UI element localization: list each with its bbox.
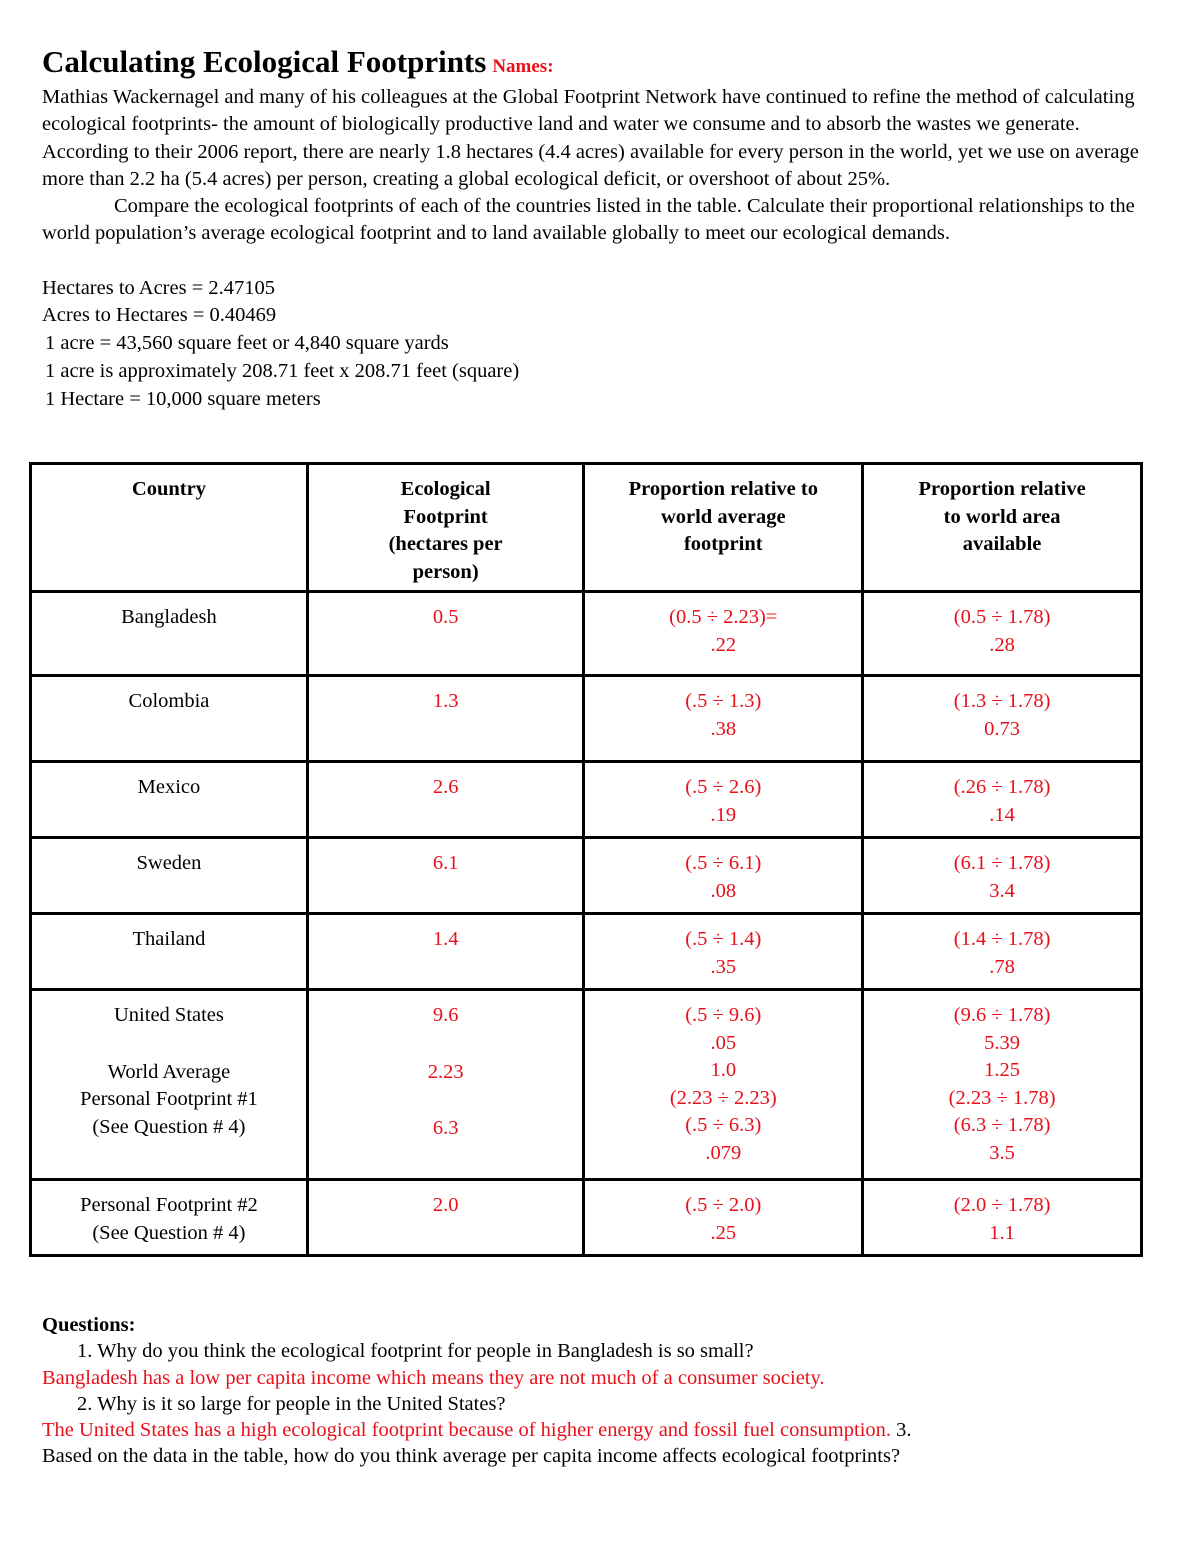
calc: (1.4 ÷ 1.78) xyxy=(953,928,1051,950)
cell-country: Mexico xyxy=(31,762,308,838)
footprint-table xyxy=(29,462,1143,1257)
calc: (.26 ÷ 1.78) xyxy=(953,776,1051,798)
cell-footprint: 2.0 xyxy=(307,1180,583,1256)
calc: (2.0 ÷ 1.78) xyxy=(953,1194,1051,1216)
world-average-country: World Average xyxy=(107,1060,231,1083)
result: 3.4 xyxy=(989,879,1015,902)
result: .78 xyxy=(989,955,1015,978)
calc: (9.6 ÷ 1.78) xyxy=(953,1004,1051,1026)
question-1: 1. Why do you think the ecological footprint for people in Bangladesh is so small? xyxy=(77,1340,754,1363)
calc: (6.1 ÷ 1.78) xyxy=(953,852,1051,874)
result: .28 xyxy=(989,633,1015,656)
table-row-combined xyxy=(31,990,1142,1180)
us-country: United States xyxy=(114,1004,224,1026)
cell-footprint xyxy=(307,990,583,1180)
calc: (.5 ÷ 1.3) xyxy=(685,690,762,712)
cell-country: Sweden xyxy=(31,838,308,914)
intro-paragraph-1: Mathias Wackernagel and many of his colleagues at the Global Footprint Network have continued to refine the method of calculating ecological footprints- the amount of biologically productive land and water we consume and to absorb the wastes we generate. According to their 2006 report, there are nearly 1.8 hectares (4.4 acres) available for every person in the world, yet we use on average more than 2.2 ha (5.4 acres) per person, creating a global ecological deficit, or overshoot of about 25%. xyxy=(42,86,1139,190)
page-title: Calculating Ecological Footprints xyxy=(42,44,487,79)
result: .38 xyxy=(710,717,737,740)
header-world-average-line: Proportion relative to xyxy=(628,478,818,500)
cell-world-area xyxy=(863,990,1142,1180)
cell-footprint: 0.5 xyxy=(307,592,583,676)
header-world-area-line: available xyxy=(962,533,1042,555)
calc: (.5 ÷ 1.4) xyxy=(685,928,762,950)
personal-1-footprint: 6.3 xyxy=(432,1117,459,1139)
header-world-average-line: world average xyxy=(660,505,786,528)
cell-country xyxy=(31,990,308,1180)
header-footprint xyxy=(307,464,583,592)
names-label: Names: xyxy=(492,56,554,77)
answer-1: Bangladesh has a low per capita income which means they are not much of a consumer society. xyxy=(42,1366,825,1389)
intro-paragraph-2: Compare the ecological footprints of each of the countries listed in the table. Calculate their proportional relationships to the world population’s average ecological footprint and to land available globally to meet our ecological demands. xyxy=(42,195,1135,245)
result: .19 xyxy=(710,803,737,826)
calc: (.5 ÷ 6.3) xyxy=(685,1114,762,1136)
result: 5.39 xyxy=(984,1031,1021,1054)
cell-footprint: 2.6 xyxy=(307,762,583,838)
result: 1.1 xyxy=(989,1221,1015,1244)
cell-world-average xyxy=(584,838,863,914)
result: .05 xyxy=(710,1031,737,1054)
table-row xyxy=(31,1180,1142,1256)
conversion-item: Hectares to Acres = 2.47105 xyxy=(42,276,276,299)
cell-country: Thailand xyxy=(31,914,308,990)
cell-footprint: 6.1 xyxy=(307,838,583,914)
personal-2-country: Personal Footprint #2 xyxy=(80,1194,258,1216)
result: 0.73 xyxy=(984,717,1021,740)
header-world-average xyxy=(584,464,863,592)
title-line xyxy=(42,40,1152,84)
header-world-average-line: footprint xyxy=(683,533,763,555)
cell-world-average xyxy=(584,1180,863,1256)
header-footprint-line: (hectares per xyxy=(388,533,503,555)
table-row xyxy=(31,838,1142,914)
spacer xyxy=(317,1086,574,1115)
table-row xyxy=(31,676,1142,762)
cell-world-average xyxy=(584,914,863,990)
question-3: Based on the data in the table, how do you think average per capita income affects ecological footprints? xyxy=(42,1445,901,1468)
result: .08 xyxy=(710,879,737,902)
cell-world-area xyxy=(863,914,1142,990)
cell-world-area xyxy=(863,592,1142,676)
calc: (.5 ÷ 2.6) xyxy=(685,776,762,798)
header-footprint-line: Ecological xyxy=(400,478,491,500)
calc: (2.23 ÷ 2.23) xyxy=(669,1086,777,1109)
result: .22 xyxy=(710,633,737,656)
result: .25 xyxy=(710,1221,737,1244)
cell-world-area xyxy=(863,676,1142,762)
calc: (2.23 ÷ 1.78) xyxy=(948,1086,1056,1109)
header-world-area-line: Proportion relative xyxy=(918,478,1086,500)
table-row xyxy=(31,762,1142,838)
questions-section xyxy=(42,1312,1162,1470)
document-page xyxy=(42,40,1152,413)
result: .14 xyxy=(989,803,1015,826)
header-country: Country xyxy=(31,464,308,592)
calc: (.5 ÷ 9.6) xyxy=(685,1004,762,1026)
table-header-row xyxy=(31,464,1142,592)
calc: (0.5 ÷ 2.23)= xyxy=(669,606,778,628)
cell-world-area xyxy=(863,762,1142,838)
result: 3.5 xyxy=(989,1141,1015,1164)
answer-2-line xyxy=(42,1417,1162,1443)
header-footprint-line: Footprint xyxy=(403,505,488,528)
header-world-area-line: to world area xyxy=(943,505,1061,528)
calc: (6.3 ÷ 1.78) xyxy=(953,1114,1051,1136)
spacer xyxy=(317,1030,574,1059)
personal-2-note: (See Question # 4) xyxy=(92,1221,246,1244)
calc: (.5 ÷ 2.0) xyxy=(685,1194,762,1216)
cell-country xyxy=(31,1180,308,1256)
calc: (1.3 ÷ 1.78) xyxy=(953,690,1051,712)
conversion-item: 1 acre = 43,560 square feet or 4,840 square yards xyxy=(45,332,449,355)
result: 1.25 xyxy=(984,1059,1021,1081)
header-footprint-line: person) xyxy=(412,560,479,583)
cell-footprint: 1.3 xyxy=(307,676,583,762)
personal-1-note: (See Question # 4) xyxy=(92,1115,246,1138)
calc: (.5 ÷ 6.1) xyxy=(685,852,762,874)
cell-world-area xyxy=(863,838,1142,914)
conversion-item: 1 Hectare = 10,000 square meters xyxy=(45,387,321,410)
cell-country: Bangladesh xyxy=(31,592,308,676)
us-footprint: 9.6 xyxy=(432,1004,459,1026)
question-3-number: 3. xyxy=(896,1419,912,1442)
table-row xyxy=(31,592,1142,676)
spacer xyxy=(40,1030,298,1059)
cell-world-average xyxy=(584,592,863,676)
cell-footprint: 1.4 xyxy=(307,914,583,990)
header-world-area xyxy=(863,464,1142,592)
conversion-item: 1 acre is approximately 208.71 feet x 208.71 feet (square) xyxy=(45,359,520,382)
cell-country: Colombia xyxy=(31,676,308,762)
cell-world-average xyxy=(584,990,863,1180)
conversion-item: Acres to Hectares = 0.40469 xyxy=(42,304,277,327)
result: .079 xyxy=(705,1141,742,1164)
question-2: 2. Why is it so large for people in the United States? xyxy=(77,1392,506,1415)
cell-world-average xyxy=(584,762,863,838)
table-row xyxy=(31,914,1142,990)
result: 1.0 xyxy=(710,1059,737,1081)
cell-world-area xyxy=(863,1180,1142,1256)
personal-1-country: Personal Footprint #1 xyxy=(80,1088,258,1110)
conversion-list xyxy=(42,275,1152,414)
result: .35 xyxy=(710,955,737,978)
answer-2: The United States has a high ecological footprint because of higher energy and fossil fuel consumption. xyxy=(42,1419,892,1442)
calc: (0.5 ÷ 1.78) xyxy=(953,606,1051,628)
world-average-footprint: 2.23 xyxy=(427,1060,464,1083)
questions-heading: Questions: xyxy=(42,1314,136,1336)
cell-world-average xyxy=(584,676,863,762)
